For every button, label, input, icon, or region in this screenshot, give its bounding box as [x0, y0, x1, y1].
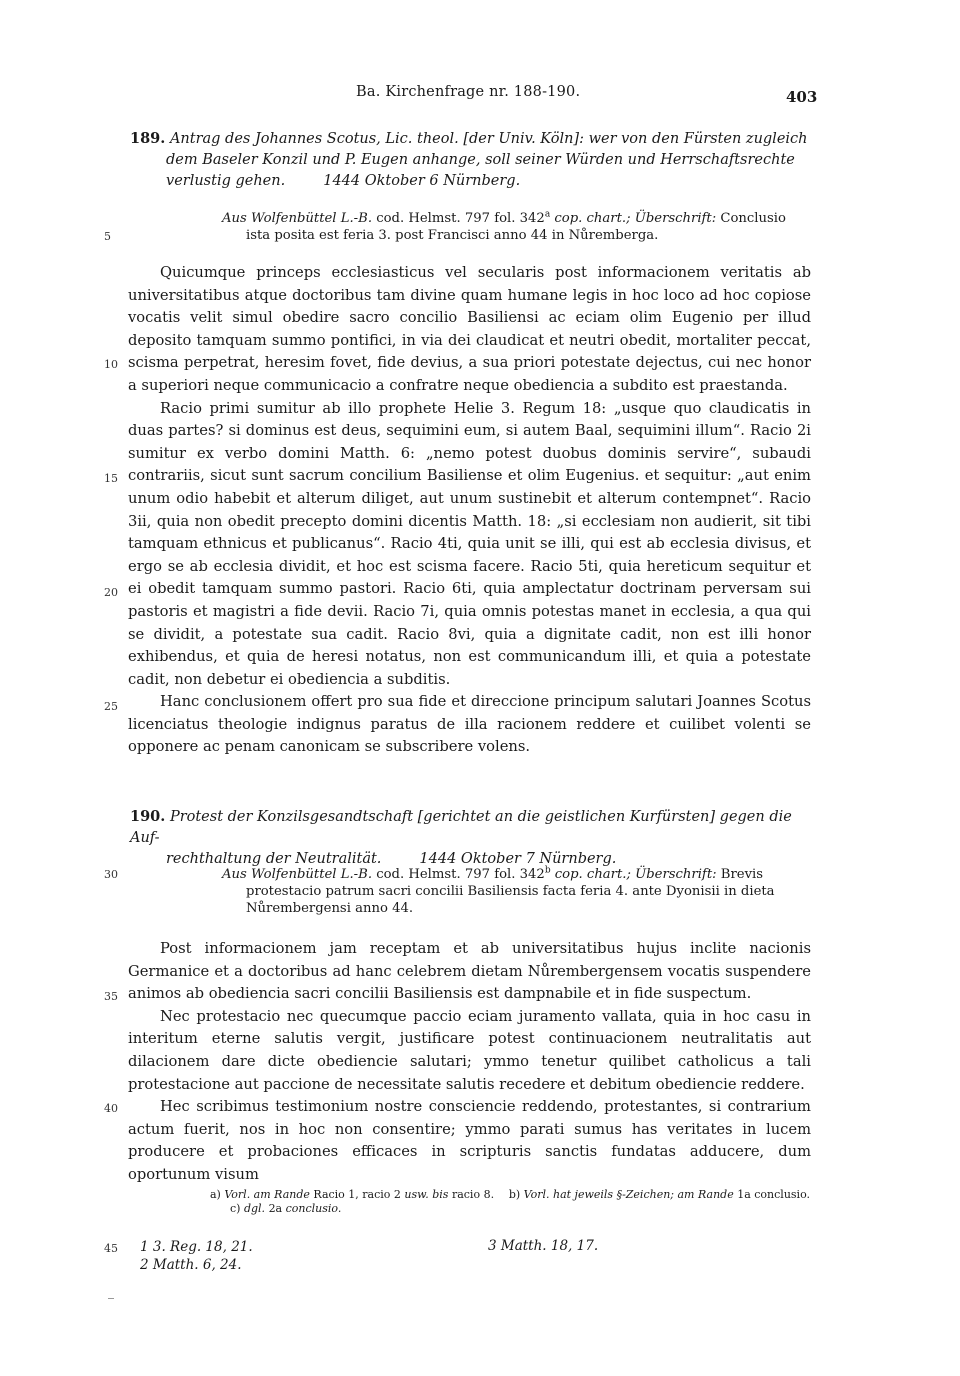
doc-189-title-line2: dem Baseler Konzil und P. Eugen anhange, soll seiner Würden und Herrschaftsrechte — [166, 152, 795, 168]
source-sup: a — [544, 209, 551, 220]
doc-190-paragraph-1: Post informacionem jam receptam et ab universitatibus hujus inclite nacionis Germanice et a doctoribus ad hanc celebrem dietam Nůrembergensem vocatis suspendere animos ab obediencia sacri concilii Basiliensis est dampnabile et in fide suspectum. — [128, 940, 811, 1003]
doc-189-body — [128, 262, 811, 759]
line-number: 10 — [104, 358, 118, 371]
source-archive: Aus Wolfenbüttel L.-B. — [222, 211, 373, 226]
doc-190-date: 1444 Oktober 7 Nürnberg. — [419, 851, 617, 867]
line-number: 20 — [104, 586, 118, 599]
doc-189-paragraph-2: Racio primi sumitur ab illo prophete Helie 3. Regum 18: „usque quo claudicatis in duas partes? si dominus est deus, sequimini eum, si autem Baal, sequimini illum“. Racio 2i sumitur ex verbo domini Matth. 6: „nemo potest duobus dominis servire“, subaudi contrariis, sicut sunt sacrum concilium Basiliense et olim Eugenius. et sequitur: „aut enim unum odio habebit et alterum diliget, aut unum sustinebit et alterum contempnet“. Racio 3ii, quia non obedit precepto domini dicentis Matth. 18: „si ecclesiam non audierit, sit tibi tamquam ethnicus et publicanus“. Racio 4ti, quia unit se illi, qui est ab ecclesia divisus, et ergo se ab ecclesia dividit, et hoc est scisma facere. Racio 5ti, quia hereticum sequitur et ei obedit tamquam summo pastori. Racio 6ti, quia amplectatur doctrinam perversam sui pastoris et magistri a fide devii. Racio 7i, quia omnis potestas manet in ecclesia, a qua qui se dividit, a potestate sua cadit. Racio 8vi, quia a dignitate cadit, non est illi honor exhibendus, et quia de heresi notatus, non est communicandum illi, et quia a potestate cadit, non debetur ei obediencia a subditis. — [128, 399, 811, 688]
footnote-a-ital2: usw. bis — [404, 1188, 449, 1201]
footnote-a — [210, 1188, 494, 1202]
doc-190-title-line2a: rechthaltung der Neutralität. — [166, 851, 382, 867]
source-sup: b — [544, 865, 551, 876]
source-label: cop. chart.; Überschrift: — [554, 211, 717, 226]
source-codex: cod. Helmst. 797 fol. 342 — [376, 867, 545, 882]
doc-189-paragraph-1: Quicumque princeps ecclesiasticus vel secularis post informacionem veritatis ab universitatibus atque doctoribus tam divine quam humane legis in hoc loco ad hoc copiose vocatis velit simul obedire sacro concilio Basiliensi ac eciam olim Eugenio per illud deposito tamquam summo pontifici, in via dei claudicat et neutri obedit, mortaliter peccat, scisma perpetrat, heresim fovet, fide devius, a sua priori potestate dejectus, cui nec honor a superiori neque communicacio a confratre neque obediencia a subdito est praestanda. — [128, 264, 811, 394]
source-heading-start: Brevis — [720, 867, 764, 882]
footnote-1: 1 3. Reg. 18, 21. — [140, 1239, 253, 1255]
footnote-b-label: b) — [508, 1188, 521, 1201]
footnote-a-text: Racio 1, racio 2 — [313, 1188, 401, 1201]
doc-189-title-line1: Antrag des Johannes Scotus, Lic. theol. [der Univ. Köln]: wer von den Fürsten zugleich — [169, 131, 808, 147]
doc-189-heading — [130, 128, 820, 192]
line-number: 15 — [104, 472, 118, 485]
line-number: 25 — [104, 700, 118, 713]
footnote-a-ital: Vorl. am Rande — [224, 1188, 310, 1201]
doc-190-source — [222, 866, 817, 917]
line-number: 35 — [104, 990, 118, 1003]
line-number: 45 — [104, 1242, 118, 1255]
line-number: 5 — [104, 230, 111, 243]
source-archive: Aus Wolfenbüttel L.-B. — [222, 867, 373, 882]
doc-190-paragraph-3: Hec scribimus testimonium nostre consciencie reddendo, protestantes, si contrarium actum fuerit, nos in hoc non consentire; ymmo parati sumus has veritates in lucem producere et probaciones efficaces in scripturis sanctis fundatas adducere, dum oportunum visum — [128, 1098, 811, 1183]
footnote-2: 2 Matth. 6, 24. — [140, 1257, 242, 1273]
line-number: 30 — [104, 868, 118, 881]
footnote-b-ital: Vorl. hat jeweils §-Zeichen; am Rande — [523, 1188, 734, 1201]
footnote-a-label: a) — [210, 1188, 221, 1201]
doc-190-body — [128, 938, 811, 1187]
line-number: 40 — [104, 1102, 118, 1115]
footnote-b-text: 1a conclusio. — [737, 1188, 810, 1201]
footnote-c — [210, 1202, 810, 1216]
doc-189-date: 1444 Oktober 6 Nürnberg. — [323, 173, 521, 189]
footnote-c-ital2: conclusio. — [285, 1202, 342, 1215]
footnote-c-label: c) — [230, 1202, 241, 1215]
source-heading-start: Conclusio — [720, 211, 786, 226]
margin-mark — [108, 1298, 114, 1299]
lettered-footnotes — [210, 1188, 810, 1216]
doc-189-number: 189. — [130, 130, 166, 147]
footnote-b — [509, 1188, 810, 1202]
doc-190-heading — [130, 806, 820, 870]
source-codex: cod. Helmst. 797 fol. 342 — [376, 211, 545, 226]
footnote-a-text2: racio 8. — [451, 1188, 495, 1201]
source-heading-end: Nůrembergensi anno 44. — [246, 901, 414, 916]
source-label: cop. chart.; Überschrift: — [554, 867, 717, 882]
doc-189-paragraph-3: Hanc conclusionem offert pro sua fide et direccione principum salutari Joannes Scotus licenciatus theologie indignus paratus de illa racionem reddere et cuilibet volenti se opponere ac penam canonicam se subscribere volens. — [128, 693, 811, 756]
running-head: Ba. Kirchenfrage nr. 188-190. — [356, 84, 581, 100]
footnote-3: 3 Matth. 18, 17. — [488, 1238, 599, 1254]
doc-189-source — [222, 210, 817, 244]
footnote-c-text: 2a — [268, 1202, 283, 1215]
source-heading-rest: protestacio patrum sacri concilii Basiliensis facta feria 4. ante Dyonisii in dieta — [246, 884, 775, 899]
numbered-footnotes — [140, 1238, 253, 1274]
page-number: 403 — [786, 88, 818, 106]
source-heading-rest: ista posita est feria 3. post Francisci anno 44 in Nůremberga. — [246, 228, 659, 243]
footnote-c-ital: dgl. — [243, 1202, 266, 1215]
doc-190-title-line1: Protest der Konzilsgesandtschaft [gerichtet an die geistlichen Kurfürsten] gegen die Auf- — [130, 809, 792, 846]
doc-190-number: 190. — [130, 808, 166, 825]
doc-189-title-line3a: verlustig gehen. — [166, 173, 286, 189]
doc-190-paragraph-2: Nec protestacio nec quecumque paccio eciam juramento vallata, quia in hoc casu in interitum eterne salutis vergit, justificare potest continuacionem neutralitatis aut dilacionem dare dicte obediencie salutari; ymmo tenetur quilibet catholicus a tali protestacione aut paccione de necessitate salutis recedere et debitum obediencie reddere. — [128, 1007, 811, 1093]
